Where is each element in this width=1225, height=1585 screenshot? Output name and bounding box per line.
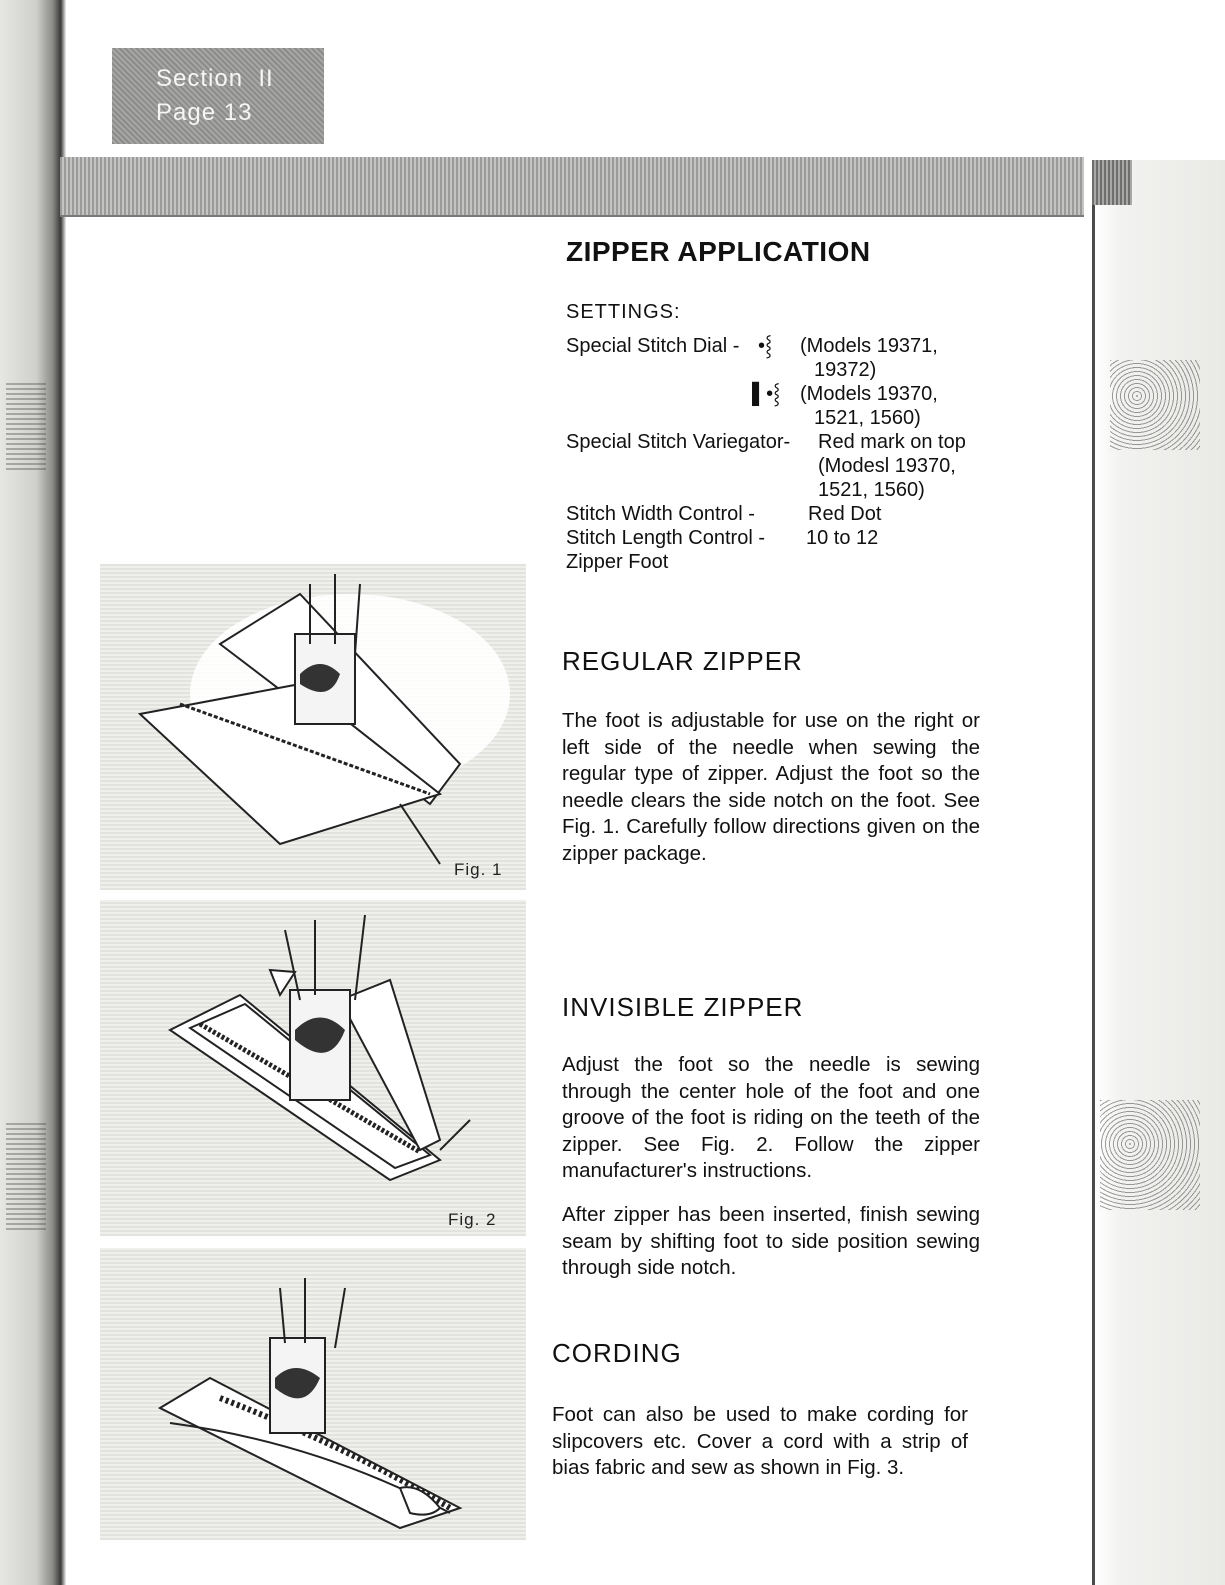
page-binding-edge: [0, 0, 66, 1585]
figure-1-label: Fig. 1: [454, 860, 503, 879]
figure-3: [100, 1248, 526, 1540]
dial-value-2a: (Models 19370,: [800, 383, 938, 405]
regular-zipper-heading: REGULAR ZIPPER: [562, 646, 803, 676]
page-label: Page 13: [156, 99, 253, 126]
scan-noise: [6, 380, 46, 470]
variegator-value: Red mark on top: [818, 431, 966, 453]
dial-value-1a: (Models 19371,: [800, 335, 938, 357]
cording-heading: CORDING: [552, 1338, 682, 1368]
scan-noise: [1100, 1100, 1200, 1210]
variegator-models: (Modesl 19370,: [818, 455, 956, 477]
dial-symbol-1-icon: •⸾: [758, 335, 773, 357]
zipper-foot-label: Zipper Foot: [566, 551, 669, 573]
settings-label: SETTINGS:: [566, 301, 681, 323]
cording-text: Foot can also be used to make cording for slipcovers etc. Cover a cord with a strip of bias fabric and sew as shown in Fig. 3.: [552, 1403, 968, 1479]
figure-2-label: Fig. 2: [448, 1210, 497, 1229]
dial-value-2b: 1521, 1560): [814, 407, 921, 429]
scan-noise: [6, 1120, 46, 1230]
settings-block: [566, 300, 996, 574]
figure-1-illustration: [100, 564, 526, 890]
invisible-zipper-text-2: After zipper has been inserted, finish sewing seam by shifting foot to side position sewing through side notch.: [562, 1203, 980, 1279]
figure-2: [100, 900, 526, 1236]
dial-label: Special Stitch Dial -: [566, 335, 740, 357]
page-right-edge-line: [1092, 160, 1095, 1585]
width-value: Red Dot: [808, 503, 882, 525]
invisible-zipper-heading: INVISIBLE ZIPPER: [562, 992, 804, 1022]
dial-symbol-2-icon: ▌•⸾: [752, 383, 781, 405]
figure-2-illustration: [100, 900, 526, 1236]
length-value: 10 to 12: [806, 527, 879, 549]
dial-value-1b: 19372): [814, 359, 877, 381]
header-bar: [60, 157, 1084, 217]
page-title: ZIPPER APPLICATION: [566, 236, 871, 267]
invisible-zipper-text: Adjust the foot so the needle is sewing through the center hole of the foot and one groove of the foot is riding on the teeth of the zipper. See Fig. 2. Follow the zipper manufacturer's instructions.: [562, 1053, 980, 1182]
length-label: Stitch Length Control -: [566, 527, 765, 549]
width-label: Stitch Width Control -: [566, 503, 755, 525]
section-label: Section II: [156, 65, 274, 92]
regular-zipper-text: The foot is adjustable for use on the right or left side of the needle when sewing the regular type of zipper. Adjust the foot so the needle clears the side notch on the foot. See Fig. 1. Carefully follow directions given on the zipper package.: [562, 709, 980, 865]
section-page-box: [112, 48, 324, 144]
figure-1: [100, 564, 526, 890]
variegator-label: Special Stitch Variegator-: [566, 431, 791, 453]
variegator-models-2: 1521, 1560): [818, 479, 925, 501]
scan-noise: [1110, 360, 1200, 450]
page-right-edge-tab: [1092, 160, 1132, 205]
figure-3-illustration: [100, 1248, 526, 1540]
